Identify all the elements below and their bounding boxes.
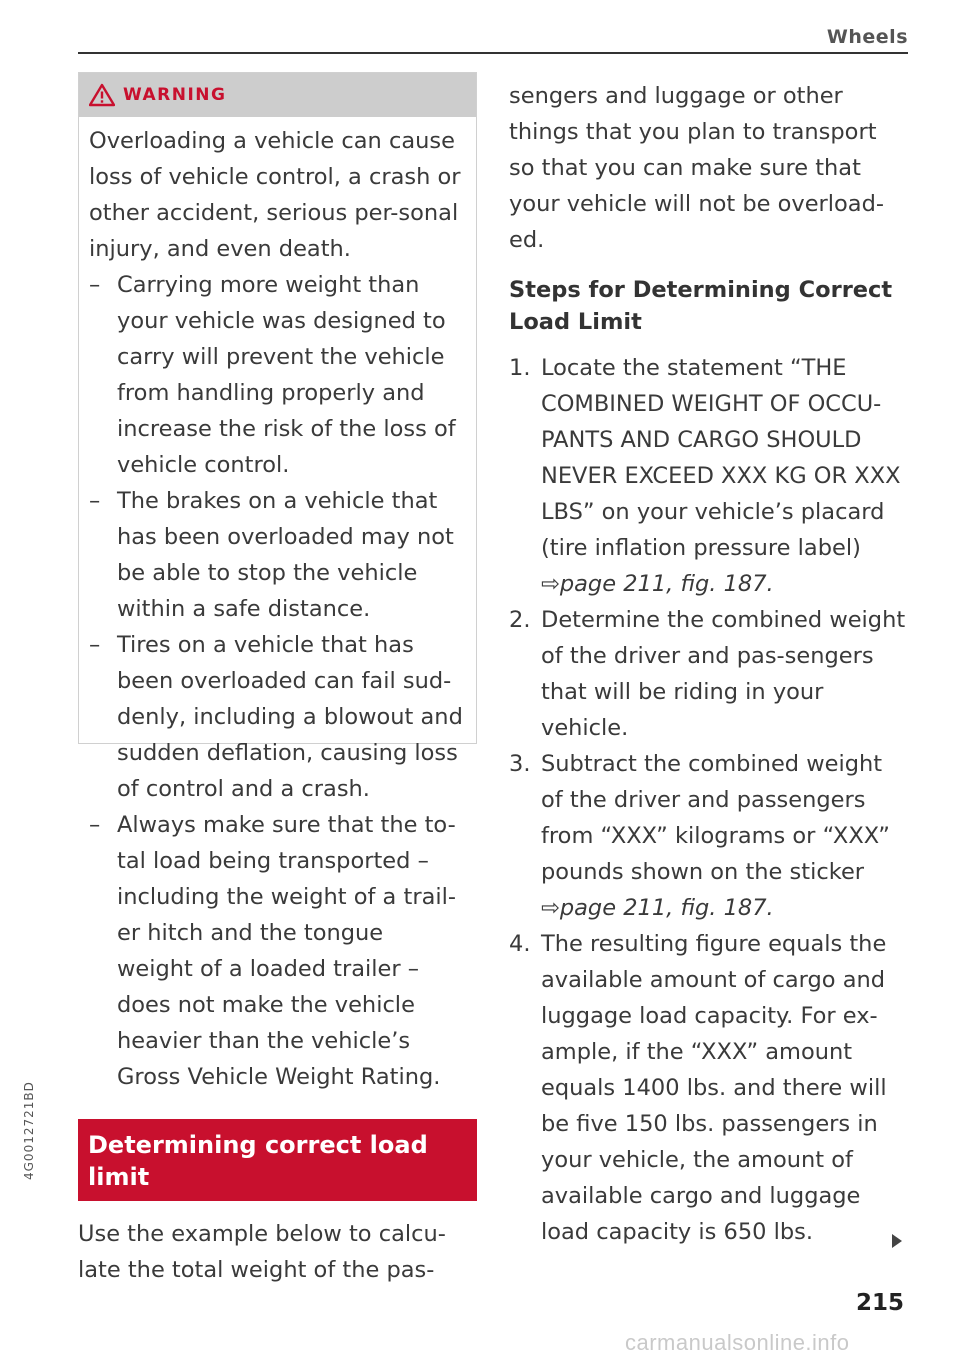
cross-reference-link[interactable]: ⇨page 211, fig. 187. [541,895,774,921]
continue-arrow-icon [892,1234,902,1248]
step-item: 1. Locate the statement “THE COMBINED WEIGHT OF OCCU-PANTS AND CARGO SHOULD NEVER EXCEED XXX KG OR XXX LBS” on your vehicle’s placard (tire inflation pressure label) ⇨page 211, fig. 187. [509,355,901,597]
step-item: 4. The resulting figure equals the available amount of cargo and luggage load capacity. For ex-ample, if the “XXX” amount equals 1400 lbs. and there will be five 150 lbs. passengers in your vehicle, the amount of available cargo and luggage load capacity is 650 lbs. [509,931,887,1245]
page-number: 215 [856,1290,905,1316]
continued-paragraph: sengers and luggage or other things that you plan to transport so that you can make sure that your vehicle will not be overload-ed. [509,83,884,253]
steps-heading: Steps for Determining Correct Load Limit [509,277,893,335]
right-column [509,78,909,1250]
warning-list [89,267,466,1095]
warning-item: – The brakes on a vehicle that has been overloaded may not be able to stop the vehicle within a safe distance. [89,488,454,622]
section-heading-band [78,1119,477,1201]
warning-header [79,73,476,117]
warning-item: – Tires on a vehicle that has been overloaded can fail sud-denly, including a blowout and sudden deflation, causing loss of control and a crash. [89,632,463,802]
warning-item: – Carrying more weight than your vehicle was designed to carry will prevent the vehicle from handling properly and increase the risk of the loss of vehicle control. [89,272,456,478]
warning-title: WARNING [123,85,227,105]
warning-item: – Always make sure that the to-tal load being transported – including the weight of a trail-er hitch and the tongue weight of a loaded trailer – does not make the vehicle heavier than the vehicle’s Gross Vehicle Weight Rating. [89,812,456,1090]
step-item: 3. Subtract the combined weight of the driver and passengers from “XXX” kilograms or “XXX” pounds shown on the sticker ⇨page 211, fig. 187. [509,751,890,921]
step-item: 2. Determine the combined weight of the driver and pas-sengers that will be riding in your vehicle. [509,607,906,741]
warning-body [79,117,476,1095]
header-divider [78,52,908,54]
warning-triangle-icon [89,83,115,107]
steps-list [509,350,909,1250]
document-code: 4G0012721BD [22,1081,36,1180]
cross-reference-link[interactable]: ⇨page 211, fig. 187. [541,571,774,597]
section-title: Determining correct load limit [88,1131,428,1191]
section-intro-paragraph: Use the example below to calcu-late the total weight of the pas- [78,1221,446,1283]
running-header: Wheels [826,26,908,48]
watermark: carmanualsonline.info [625,1330,850,1355]
warning-box [78,72,477,1090]
warning-intro: Overloading a vehicle can cause loss of vehicle control, a crash or other accident, serious per-sonal injury, and even death. [89,128,461,262]
